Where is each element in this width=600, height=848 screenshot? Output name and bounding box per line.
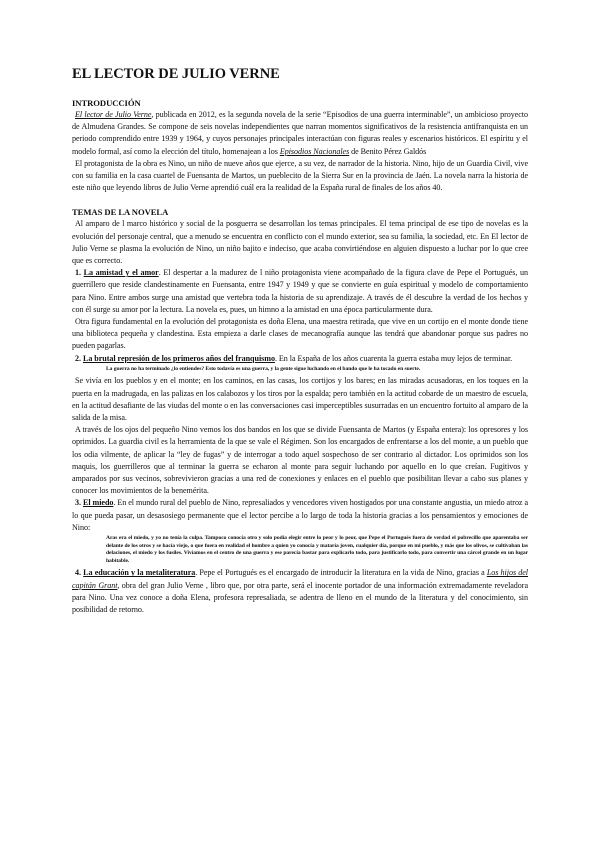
section-miedo: 3. El miedo. En el mundo rural del pueblo de Nino, represaliados y vencedores viven hostigados por una constante angustia, un miedo atroz a lo que pueda pasar, un desasosiego permanente que el lector percibe a lo largo de toda la historia gracias a los pensamientos y emociones de Nino: xyxy=(72,498,529,532)
section-educacion: 4. La educación y la metaliteratura. Pepe el Portugués es el encargado de introducir la literatura en la vida de Nino, gracias a Los hijos del capitán Grant, obra del gran Julio Verne , libro que, por otra parte, será el inocente portador de una información extremadamente reveladora para Nino. Una vez conoce a doña Elena, profesora represaliada, se adentra de lleno en el mundo de la literatura y del conocimiento, sin posibilidad de retorno. xyxy=(72,568,528,615)
section-amistad: 1. La amistad y el amor. El despertar a la madurez de l niño protagonista viene acompañado de la figura clave de Pepe el Portugués, un guerrillero que reside clandestinamente en Fuensanta, entre 1947 y 1949 y que se convierte en guía espiritual y modelo de comportamiento para Nino. Entre ambos surge una amistad que vertebra toda la historia de su aprendizaje. A través de él descubre la verdad de los hechos y con él surge su amor por la lectura. La novela es, pues, un himno a la amistad en una época particularmente dura. xyxy=(72,268,528,314)
section-represion-title: La brutal represión de los primeros años del franquismo xyxy=(82,353,275,363)
section-represion-paragraph-3: A través de los ojos del pequeño Nino vemos los dos bandos en los que se divide Fuensanta de Martos (y España entera): los opresores y los oprimidos. La guardia civil es la herramienta de la que se vale el Régimen. Son los encargados de enfrentarse a los del monte, a un pueblo que los odia vilmente, de aplicar la “ley de fugas” y de interrogar a todo aquel sospechoso de ser contrario al dictador. Los oprimidos son los maquis, los guerrilleros que al terminar la guerra se echaron al monte para seguir luchando por aquello en lo que creían. Fugitivos y amparados por sus vecinos, sobrevivieron gracias a una red de conexiones y enlaces en el pueblo que posibilitan llevar a cabo sus planes y conocer los movimientos de la benemérita. xyxy=(72,425,528,496)
temas-paragraph-1: Al amparo de l marco histórico y social de la posguerra se desarrollan los temas principales. El tema principal de ese tipo de novelas es la evolución del personaje central, que a menudo se encuentra en conflicto con el mundo exterior, sea su familia, la sociedad, etc. En El lector de Julio Verne se plasma la evolución de Nino, un niño bajito e indeciso, que acaba convirtiéndose en alguien dispuesto a luchar por lo que cree que es correcto. xyxy=(72,219,528,266)
section-represion-paragraph-2: Se vivía en los pueblos y en el monte; en los caminos, en las casas, los cortijos y los bares; en las miradas acusadoras, en los toques en la puerta en la madrugada, en las palizas en los calabozos y los tiros por la espalda; pero también en la actitud cobarde de un maestro de escuela, en la actitud desafiante de las viudas del monte o en las conversaciones casi imperceptibles susurradas en un encuentro fortuito al amparo de la salida de la misa. xyxy=(72,376,528,423)
document-title: EL LECTOR DE JULIO VERNE xyxy=(72,66,280,82)
document-body xyxy=(72,66,528,616)
episodios-nacionales-link[interactable]: Episodios Nacionales xyxy=(279,146,350,156)
quote-miedo: Aras era el miedo, y yo no tenía la culpa. Tampoco conocía otro y solo podía elegir entre lo peor y lo peor, que Pepe el Portugués fuera de verdad el pobrecillo que aparentaba ser delante de los otros y se hacía viejo, o que fuera en realidad el hombre a quien yo conocía y mataría joven, cualquier día, porque en mi pueblo, y más que los olivos, se cultivaban las delaciones, el miedo y los fusiles. Vivíamos en el centro de una guerra y ese parecía bastar para explicarlo todo, para justificarlo todo, para convertir una cárcel grande en un lugar habitable. xyxy=(106,535,528,564)
quote-represion: La guerra no ha terminado ¿lo entiendes? Esto todavía es una guerra, y la gente sigue luchando en el bando que le ha tocado en suerte. xyxy=(106,365,421,372)
book-title-link[interactable]: El lector de Julio Verne xyxy=(75,110,152,119)
intro-paragraph-1: El lector de Julio Verne, publicada en 2012, es la segunda novela de la serie “Episodios de una guerra interminable”, un ambicioso proyecto de Almudena Grandes. Se compone de seis novelas independientes que narran momentos significativos de la resistencia antifranquista en un periodo comprendido entre 1939 y 1964, y cuyos personajes principales interactúan con figuras reales y escenarios históricos. El espíritu y el modelo formal, así como la elección del título, homenajean a los Episodios Nacionales de Benito Pérez Galdós xyxy=(72,110,528,156)
intro-paragraph-2: El protagonista de la obra es Nino, un niño de nueve años que ejerce, a su vez, de narrador de la historia. Nino, hijo de un Guardia Civil, vive con su familia en la casa cuartel de Fuensanta de Martos, un pueblecito de la Sierra Sur en la provincia de Jaén. La novela narra la historia de este niño que leyendo libros de Julio Verne aprendió cuál era la realidad de la España rural de finales de los años 40. xyxy=(72,158,528,193)
section-educacion-title: La educación y la metaliteratura xyxy=(83,568,196,578)
section-amistad-title: La amistad y el amor xyxy=(83,268,159,278)
section-miedo-title: El miedo xyxy=(82,498,114,508)
section-amistad-paragraph-2: Otra figura fundamental en la evolución del protagonista es doña Elena, una maestra retirada, que vive en un cortijo en el monte donde tiene una biblioteca pequeña y clandestina. Esta empieza a darle clases de mecanografía aunque las tendrá que abandonar porque sus padres no pueden pagarlas. xyxy=(72,317,528,351)
temas-heading: TEMAS DE LA NOVELA xyxy=(72,207,169,218)
intro-heading: INTRODUCCIÓN xyxy=(72,98,141,108)
section-represion: 2. La brutal represión de los primeros años del franquismo. En la España de los años cuarenta la guerra estaba muy lejos de terminar. xyxy=(75,353,513,363)
hijos-capitan-grant-link[interactable]: Los hijos del capitán Grant xyxy=(72,568,528,590)
